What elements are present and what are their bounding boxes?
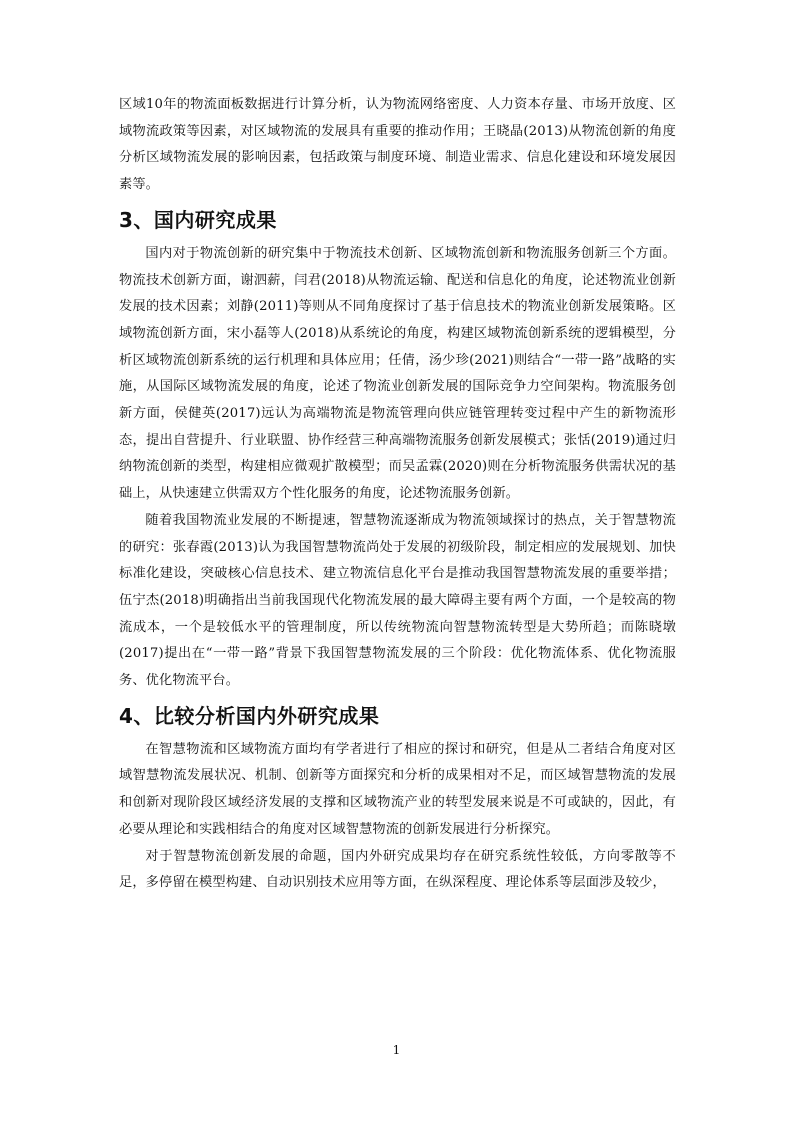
- paragraph-shortcomings: 对于智慧物流创新发展的命题，国内外研究成果均存在研究系统性较低，方向零散等不足，多停留在模型构建、自动识别技术应用等方面，在纵深程度、理论体系等层面涉及较少，: [119, 848, 676, 891]
- page-number: 1: [392, 1043, 401, 1057]
- paragraph-domestic-innovation: 国内对于物流创新的研究集中于物流技术创新、区域物流创新和物流服务创新三个方面。物流技术创新方面，谢泗薪，闫君(2018)从物流运输、配送和信息化的角度，论述物流业创新发展的技术因素；刘静(2011)等则从不同角度探讨了基于信息技术的物流业创新发展策略。区域物流创新方面，宋小磊等人(2018)从系统论的角度，构建区域物流创新系统的逻辑模型，分析区域物流创新系统的运行机理和具体应用；任倩，汤少珍(2021)则结合“一带一路”战略的实施，从国际区域物流发展的角度，论述了物流业创新发展的国际竞争力空间架构。物流服务创新方面，侯健英(2017)远认为高端物流是物流管理向供应链管理转变过程中产生的新物流形态，提出自营提升、行业联盟、协作经营三种高端物流服务创新发展模式；张恬(2019)通过归纳物流创新的类型，构建相应微观扩散模型；而吴孟霖(2020)则在分析物流服务供需状况的基础上，从快速建立供需双方个性化服务的角度，论述物流服务创新。: [119, 245, 676, 502]
- paragraph-smart-logistics: 随着我国物流业发展的不断提速，智慧物流逐渐成为物流领域探讨的热点，关于智慧物流的研究：张春霞(2013)认为我国智慧物流尚处于发展的初级阶段，制定相应的发展规划、加快标准化建设，突破核心信息技术、建立物流信息化平台是推动我国智慧物流发展的重要举措；伍宁杰(2018)明确指出当前我国现代化物流发展的最大障碍主要有两个方面，一个是较高的物流成本，一个是较低水平的管理制度，所以传统物流向智慧物流转型是大势所趋；而陈晓墩(2017)提出在“一带一路”背景下我国智慧物流发展的三个阶段：优化物流体系、优化物流服务、优化物流平台。: [119, 512, 676, 689]
- paragraph-continued: 区域10年的物流面板数据进行计算分析，认为物流网络密度、人力资本存量、市场开放度、区域物流政策等因素，对区域物流的发展具有重要的推动作用；王晓晶(2013)从物流创新的角度分析区域物流发展的影响因素，包括政策与制度环境、制造业需求、信息化建设和环境发展因素等。: [119, 97, 676, 193]
- section-heading-3: 3、国内研究成果: [119, 207, 277, 232]
- document-body: [119, 92, 676, 897]
- paragraph-comparison: 在智慧物流和区域物流方面均有学者进行了相应的探讨和研究，但是从二者结合角度对区域智慧物流发展状况、机制、创新等方面探究和分析的成果相对不足，而区域智慧物流的发展和创新对现阶段区域经济发展的支撑和区域物流产业的转型发展来说是不可或缺的，因此，有必要从理论和实践相结合的角度对区域智慧物流的创新发展进行分析探究。: [119, 741, 676, 837]
- section-heading-4: 4、比较分析国内外研究成果: [119, 703, 380, 728]
